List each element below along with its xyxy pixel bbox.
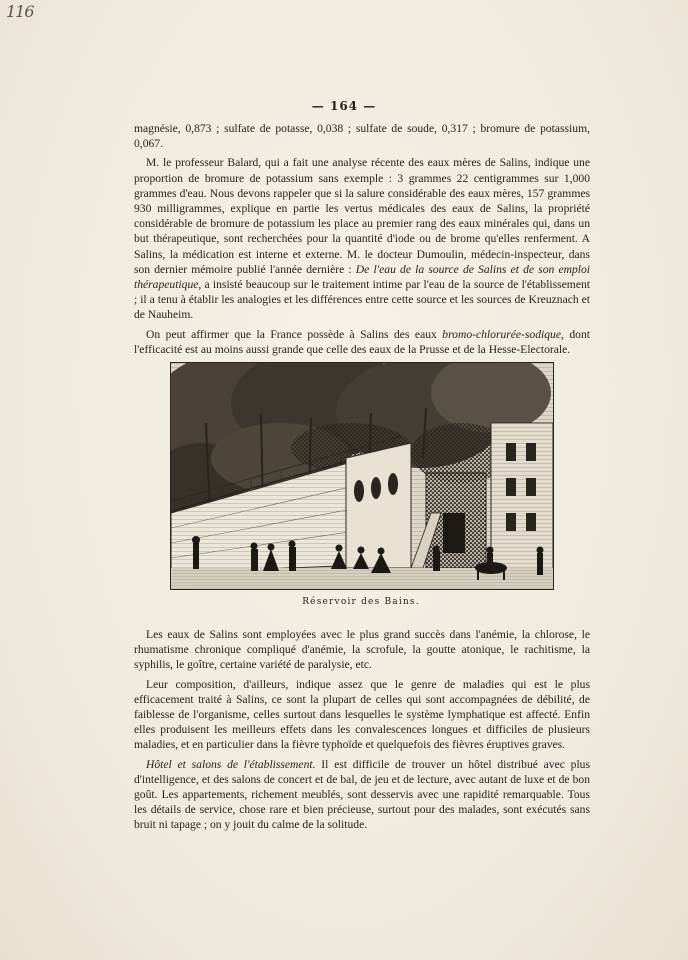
paragraph-text: magnésie, 0,873 ; sulfate de potasse, 0,038 ; sulfate de soude, 0,317 ; bromure de potassium, 0,067. xyxy=(134,122,590,151)
paragraph-italic: bromo-chlorurée-sodique xyxy=(442,327,561,341)
paragraph-text-after: , a insisté beaucoup sur le traitement intime par l'eau de la source de l'établissement ; il a tenu à établir les analogies et les différences entre cette source et les sources de Kreuznach et de Nauheim. xyxy=(134,278,590,322)
arched-window xyxy=(371,477,381,499)
section-heading-italic: Hôtel et salons de l'établissement. xyxy=(146,757,316,771)
paragraph xyxy=(134,121,590,151)
paragraph-text: Il est difficile de trouver un hôtel distribué avec plus d'intelligence, et des salons de concert et de bal, de jeu et de lecture, avec autant de luxe et de bon goût. Les appartements, richement meublés, sont desservis avec une rapidité remarquable. Tous les détails de service, chose rare et bien précieuse, surtout pour des malades, sont exécutés sans bruit ni tapage ; on y jouit du calme de la solitude. xyxy=(134,757,590,832)
building-right xyxy=(491,423,553,573)
paragraph-italic: De l'eau de la source de Salins et de son emploi thérapeutique xyxy=(134,262,590,292)
paragraph xyxy=(134,155,590,322)
paragraph-text: M. le professeur Balard, qui a fait une analyse récente des eaux mères de Salins, indique une proportion de bromure de potassium sans exemple : 3 grammes 22 centigrammes sur 1,000 grammes d'eau. Nous devons rappeler que si la salure considérable des eaux mères, 157 grammes 930 milligrammes, explique en partie les vertus médicales des eaux de Salins, la propriété considérable de bromure de potassium les place au premier rang des eaux minérales qui, dans un but thérapeutique, sont recherchées pour la quantité d'iode ou de brome qu'elles renferment. A Salins, la médication est interne et externe. M. le docteur Dumoulin, médecin-inspecteur, dans son dernier mémoire publié l'année dernière : xyxy=(134,156,590,276)
paragraph-text-after: , dont l'efficacité est au moins aussi grande que celle des eaux de la Prusse et de la Hesse-Electorale. xyxy=(134,327,590,356)
paragraph-text: Leur composition, d'ailleurs, indique assez que le genre de maladies qui est le plus efficacement traité à Salins, ce sont la plupart de celles qui sont accompagnées de débilité, de faiblesse de l'organisme, celles surtout dans lesquelles le système lymphatique est affecté. Enfin elles produisent les meilleurs effets dans les convalescences longues et difficiles de plusieurs maladies, et en particulier dans la fièvre typhoïde et quelquefois des fièvres éruptives graves. xyxy=(134,677,590,752)
page-number: — 164 — xyxy=(311,99,377,113)
figure-caption: Réservoir des Bains. xyxy=(302,597,420,607)
engraving-illustration xyxy=(170,362,554,590)
paragraph xyxy=(134,327,590,357)
paragraph xyxy=(134,627,590,673)
paragraph-text: Les eaux de Salins sont employées avec le plus grand succès dans l'anémie, la chlorose, le rhumatisme chronique compliqué d'anémie, la scrofule, la goutte atonique, le rachitisme, la syphilis, le goître, certaine variété de paralysie, etc. xyxy=(134,628,590,672)
arched-window xyxy=(388,473,398,495)
paragraph xyxy=(134,677,590,753)
text-block-bottom xyxy=(134,627,590,837)
paragraph-text: On peut affirmer que la France possède à Salins des eaux xyxy=(146,327,443,341)
arched-window xyxy=(354,480,364,502)
text-block-top xyxy=(134,121,590,361)
paragraph xyxy=(134,757,590,833)
margin-note: 116 xyxy=(6,2,34,21)
